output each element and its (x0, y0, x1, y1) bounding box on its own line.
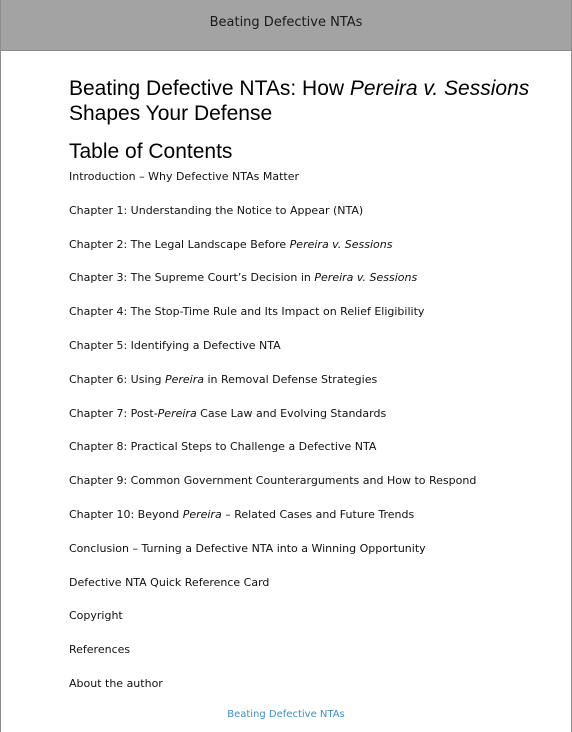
toc-item-text-after: in Removal Defense Strategies (203, 372, 378, 386)
toc-item-text: Chapter 10: Beyond (69, 507, 183, 521)
footer-link[interactable]: Beating Defective NTAs (227, 709, 345, 720)
toc-item-chapter-9[interactable] (69, 474, 559, 487)
toc-item-text: References (69, 643, 131, 657)
toc-item-text: Chapter 6: Using (69, 372, 165, 386)
toc-item-copyright[interactable] (69, 609, 559, 622)
toc-list (69, 170, 559, 690)
book-title-italic: Pereira v. Sessions (349, 77, 530, 100)
toc-item-text: Chapter 8: Practical Steps to Challenge a Defective NTA (69, 440, 377, 454)
header-title: Beating Defective NTAs (209, 14, 363, 30)
toc-item-text-after: Case Law and Evolving Standards (196, 406, 387, 420)
toc-item-chapter-5[interactable] (69, 339, 559, 352)
toc-item-text: Defective NTA Quick Reference Card (69, 575, 270, 589)
toc-item-quick-reference[interactable] (69, 576, 559, 589)
toc-item-text: About the author (69, 676, 163, 690)
toc-item-text: Chapter 2: The Legal Landscape Before (69, 237, 290, 251)
toc-item-italic: Pereira v. Sessions (289, 237, 393, 251)
book-title-part1: Beating Defective NTAs: How (69, 77, 350, 100)
page-content (69, 76, 559, 690)
toc-heading: Table of Contents (69, 140, 233, 163)
toc-item-text-after: – Related Cases and Future Trends (221, 507, 415, 521)
toc-item-references[interactable] (69, 643, 559, 656)
toc-item-chapter-8[interactable] (69, 440, 559, 453)
toc-item-italic: Pereira (164, 372, 204, 386)
toc-item-chapter-7[interactable] (69, 407, 559, 420)
toc-item-text: Conclusion – Turning a Defective NTA into a Winning Opportunity (69, 541, 426, 555)
toc-item-introduction[interactable] (69, 170, 559, 183)
toc-item-text: Copyright (69, 609, 123, 623)
toc-item-chapter-4[interactable] (69, 305, 559, 318)
toc-item-chapter-1[interactable] (69, 204, 559, 217)
toc-item-italic: Pereira (182, 507, 222, 521)
toc-item-text: Chapter 4: The Stop-Time Rule and Its Impact on Relief Eligibility (69, 305, 425, 319)
toc-item-text: Chapter 9: Common Government Counterarguments and How to Respond (69, 474, 477, 488)
book-title (69, 76, 559, 126)
toc-item-text: Introduction – Why Defective NTAs Matter (69, 170, 300, 183)
toc-item-italic: Pereira v. Sessions (314, 271, 418, 285)
toc-item-text: Chapter 7: Post- (69, 406, 158, 420)
toc-item-chapter-6[interactable] (69, 373, 559, 386)
toc-item-chapter-10[interactable] (69, 508, 559, 521)
header-bar (1, 0, 571, 51)
toc-item-text: Chapter 5: Identifying a Defective NTA (69, 338, 281, 352)
toc-item-text: Chapter 1: Understanding the Notice to Appear (NTA) (69, 203, 364, 217)
toc-item-chapter-2[interactable] (69, 238, 559, 251)
toc-item-chapter-3[interactable] (69, 271, 559, 284)
toc-item-conclusion[interactable] (69, 542, 559, 555)
toc-item-italic: Pereira (157, 406, 197, 420)
toc-item-about-author[interactable] (69, 677, 559, 690)
book-title-part2: Shapes Your Defense (69, 102, 273, 125)
toc-item-text: Chapter 3: The Supreme Court’s Decision in (69, 271, 315, 285)
